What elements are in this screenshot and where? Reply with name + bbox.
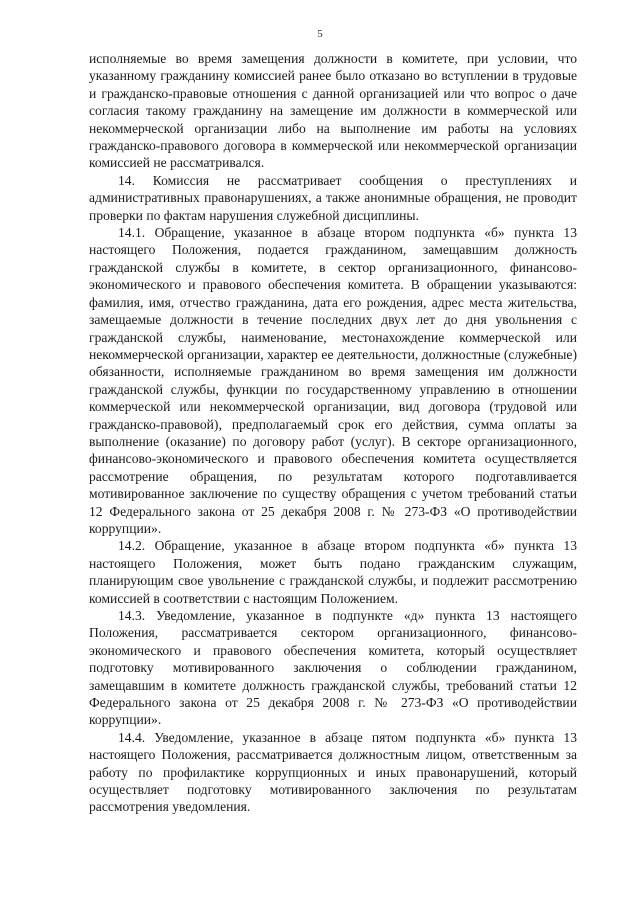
paragraph-14-2: 14.2. Обращение, указанное в абзаце втором подпункта «б» пункта 13 настоящего Положения, может быть подано гражданским служащим, планирующим свое увольнение с гражданской службы, и подлежит рассмотрению комиссией в соответствии с настоящим Положением.: [89, 538, 577, 606]
paragraph-14-4: 14.4. Уведомление, указанное в абзаце пятом подпункта «б» пункта 13 настоящего Положения, рассматривается должностным лицом, ответственным за работу по профилактике коррупционных и иных правонарушений, который осуществляет подготовку мотивированного заключения по результатам рассмотрения уведомления.: [89, 729, 577, 815]
document-body: [89, 50, 577, 816]
paragraph-14-3: 14.3. Уведомление, указанное в подпункте «д» пункта 13 настоящего Положения, рассматривается сектором организационного, финансово-экономического и правового обеспечения комитета, который осуществляет подготовку мотивированного заключения о соблюдении гражданином, замещавшим в комитете должность гражданской службы, требований статьи 12 Федерального закона от 25 декабря 2008 г. № 273-ФЗ «О противодействии коррупции».: [89, 608, 577, 728]
page-number: 5: [317, 28, 323, 40]
paragraph-14: 14. Комиссия не рассматривает сообщения о преступлениях и административных правонарушениях, а также анонимные обращения, не проводит проверки по фактам нарушения служебной дисциплины.: [89, 172, 577, 223]
paragraph-continuation: исполняемые во время замещения должности в комитете, при условии, что указанному гражданину комиссией ранее было отказано во вступлении в трудовые и гражданско-правовые отношения с данной организацией или что вопрос о даче согласия такому гражданину на замещение им должности в коммерческой или некоммерческой организации либо на выполнение им работы на условиях гражданско-правового договора в коммерческой или некоммерческой организации комиссией не рассматривался.: [89, 51, 577, 171]
paragraph-14-1: 14.1. Обращение, указанное в абзаце втором подпункта «б» пункта 13 настоящего Положения, подается гражданином, замещавшим должность гражданской службы в комитете, в сектор организационного, финансово-экономического и правового обеспечения комитета. В обращении указываются: фамилия, имя, отчество гражданина, дата его рождения, адрес места жительства, замещаемые должности в течение последних двух лет до дня увольнения с гражданской службы, наименование, местонахождение коммерческой или некоммерческой организации, характер ее деятельности, должностные (служебные) обязанности, исполняемые гражданином во время замещения им должности гражданской службы, функции по государственному управлению в отношении коммерческой или некоммерческой организации, вид договора (трудовой или гражданско-правовой), предполагаемый срок его действия, сумма оплаты за выполнение (оказание) по договору работ (услуг). В секторе организационного, финансово-экономического и правового обеспечения комитета осуществляется рассмотрение обращения, по результатам которого подготавливается мотивированное заключение по существу обращения с учетом требований статьи 12 Федерального закона от 25 декабря 2008 г. № 273-ФЗ «О противодействии коррупции».: [89, 225, 577, 536]
